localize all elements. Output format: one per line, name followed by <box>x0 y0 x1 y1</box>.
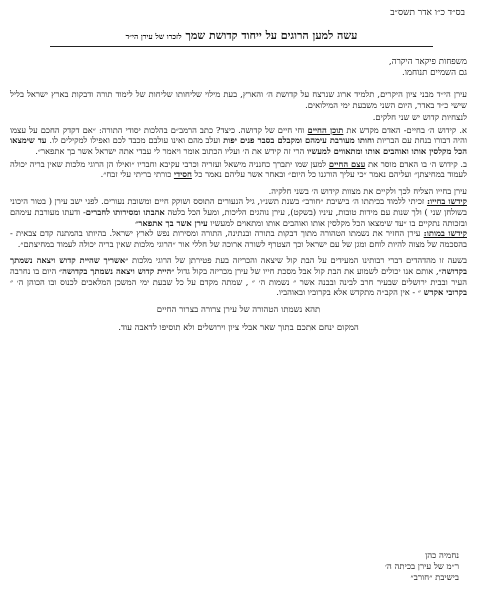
text-run: הרי זה קידש את ה׳ ועליו הכתוב אומר ויאמר לי עבדי אתה ישראל אשר בך אתפאר״. <box>35 145 308 156</box>
text-run: וחי חיים של קדושה. כיצד? כתב הרמב״ם בהלכות יסודי התורה: ״אם דקדק החכם על עצמו והיה דבורו בנחת עם הבריות <box>10 124 467 146</box>
paragraph-sanctify-in-life <box>10 125 467 157</box>
paragraph-in-death <box>10 228 467 249</box>
emphasis-run: וחותו מעורבת עימהם ומקבלם בסבר פנים יפות <box>223 135 375 146</box>
salutation-line-2: גם השמיים תנוחמו. <box>402 68 467 78</box>
signer-place: בישיבת ״חורב״ <box>410 573 459 583</box>
emphasis-run: ״היית קדוש ויצאה נשמתך בקדושה״ <box>59 265 175 276</box>
emphasis-run: ״אשריך שהיית קדוש ויצאה נשמתך בקדושה״ <box>10 255 467 276</box>
text-run: - ודעתו מעורבת עימהם ובזכותה נתקיים בו ״עד שימצאו הכל מקלסין אותו ואוהבים אותו ומתאוים למעשיו <box>10 206 467 228</box>
paragraph-heavenly-voice <box>10 255 467 297</box>
emphasis-run: עירן אשר בך אתפאר״ <box>135 217 208 228</box>
emphasis-run: עד שימצאו הכל מקלסין אותו ואוהבים אותו ומתאווים למעשיו <box>10 135 467 156</box>
section-heading: קידשו במותו: <box>423 228 467 239</box>
paragraph-intro: עירן הי״ד מבני ציון היקרים, תלמיד ארוג שנרצח על קדושת ה׳ והארץ, בעת מילוי שליחותו שליחות של לימוד תורה ודבקות בארץ ישראל בליל שישי כ״ד באדר, היום השני משבעת ימי המילואים. <box>10 89 467 110</box>
text-run: כורתי בריתי עלי זבח״. <box>100 169 174 180</box>
paragraph-sanctify-in-death <box>10 159 467 180</box>
text-run: שמתה מקדם על כל שבעת ימי המשכן המלאכים לכנוס <box>60 276 243 287</box>
salutation-line-1: משפחות פיקאר היקרה, <box>388 57 467 67</box>
text-run: , אותם אנו יכולים לשמוע את הבת קול אבל מסכת חייו של עירן מכריזה בקול גדול <box>174 265 439 276</box>
text-run: א. קידוש ה׳ בחיים- האדם מקדש את <box>343 124 467 135</box>
text-run: ב. קידוש ה׳ בו האדם מוסר את <box>365 158 468 169</box>
emphasis-run: אהבתו ומסירותו לחברים <box>85 206 165 217</box>
emphasis-run: עצם החיים <box>328 158 366 169</box>
text-run: בשעה זו מהדהדים דברי רבותינו המעידים על הבת קול שיצאה והכריזה בעת פטירתן של הרוגי מלכות <box>128 255 468 266</box>
text-run: ״ - אין הקב״ה מתקדש אלא בקרוביו ובאוהביו. <box>276 287 424 298</box>
text-run: למען שמו יתברך כחנניה מישאל ועזריה וכרבי עקיבא וחבריו ״ואילו הן הרוגי מלכות שאין בריה יכולה לעמוד במחיצתן״ ועליהם נאמר ״כי עליך הורגנו כל היום״ ובאחר אשר עליהם נאמר כל <box>10 158 467 180</box>
emphasis-run: חסידי <box>173 169 192 180</box>
signer-name: נחמיה כהן <box>425 551 459 561</box>
paragraph-two-parts: לנצחיות קדוש יש שני חלקים. <box>372 112 467 123</box>
text-run: ועלב מהם ואינו עולבם מכבד לכם ואפילו למקילים לו. <box>46 135 224 146</box>
closing-blessing: תהא נשמתו הטהורה של עירן צרורה בצרור החיים <box>156 304 321 315</box>
text-run: ובו הכוהן ה׳ ״ <box>10 276 61 287</box>
emphasis-run: תוכן החיים <box>307 124 344 135</box>
paragraph-in-life <box>10 196 467 228</box>
text-run: זכיתי ללמוד בכיתתו ה׳ בישיבת ״חורב״ בשנת תשנ״ו, גיל הנעורים התוסס ושוקק חיים ומשובת נעורים. לפני ישב עירן ( בטור היכוני בשולחן שני ) ולך שנות עם מידות טובות, עיניו (בשקט), עירן נוהגים הליכות, ומעל הכל בלטה <box>10 196 467 217</box>
signer-role: ר״מ של עירן בכיתה ה׳ <box>384 562 459 572</box>
paragraph-eran-both: עירן בחייו הצליח לכך ולקיים את מצוות קידוש ה׳ בשני חלקיה. <box>268 185 467 196</box>
signature-block <box>385 551 459 584</box>
text-run: היום בו נחרבה העיר ובבית ירושלים שבעיר חרב לבינה ובבנה אשר ״ נשמות ה׳ ״ , <box>10 265 467 287</box>
title-main: עשה למען הרוגים על ייחוד קדושת שמך <box>185 29 358 42</box>
emphasis-run: בקרובי אקדש <box>423 287 467 298</box>
salutation <box>10 57 467 79</box>
section-heading: קידשו בחייו: <box>426 196 467 207</box>
title-sub: לזכרו של עירן הי״ד <box>125 32 182 41</box>
hebrew-date: בס״ד כ״ו אדר תשס״ב <box>390 8 465 18</box>
letter-title <box>50 29 433 47</box>
text-run: עירן החזיר את נשמתו הטהורה מתוך דבקות בתורה ובנתינה, התורה ומסירות נפש לארץ ישראל. בהיותו בהמתנה קדם צבאית - בהסכמה של מצוה להיות לוחם ומגן של עם ישראל וכך הצטרף לשורה ארוכה של חללי אור ״הרוגי מלכות שאין בריה יכולה לעמוד במחיצתם״. <box>10 228 467 249</box>
consolation-formula: המקום ינחם אתכם בתוך שאר אבלי ציון וירושלים ולא תוסיפו לדאבה עוד. <box>118 322 359 333</box>
